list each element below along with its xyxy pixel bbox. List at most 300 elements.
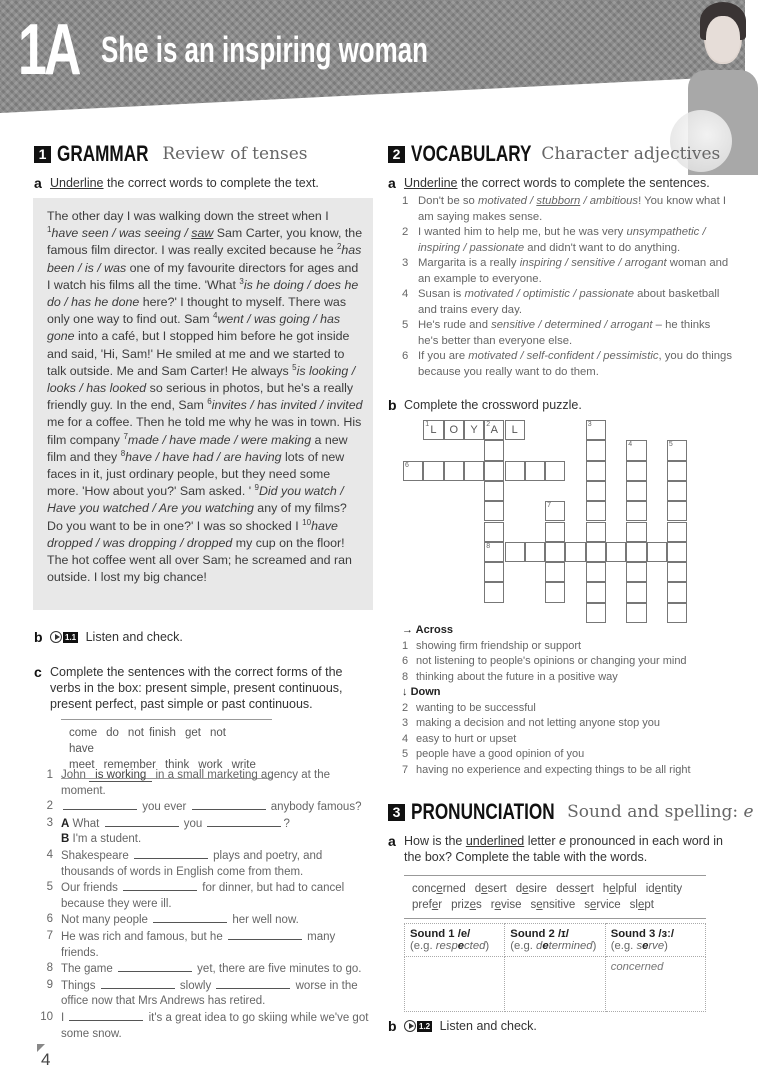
answer-options[interactable]: has been / is / was: [47, 243, 362, 275]
crossword-cell[interactable]: [626, 440, 646, 460]
letter-e: e: [558, 834, 566, 848]
crossword-cell[interactable]: [586, 420, 606, 440]
crossword-cell[interactable]: [464, 461, 484, 481]
gap-number: 5: [292, 362, 297, 372]
vocabulary-heading: [388, 141, 720, 167]
crossword-cell[interactable]: [545, 562, 565, 582]
crossword-cell[interactable]: [667, 582, 687, 602]
text-run: Not many people: [61, 914, 152, 927]
text-run: Susan is: [418, 288, 465, 300]
text-run: about basketball and trains every day.: [418, 288, 720, 316]
crossword-cell[interactable]: [545, 582, 565, 602]
crossword-cell[interactable]: [484, 582, 504, 602]
cell-letter: O: [449, 424, 459, 436]
crossword-cell[interactable]: [626, 481, 646, 501]
step-instruction: How is the: [404, 834, 466, 848]
crossword-cell[interactable]: [545, 542, 565, 562]
answer-options[interactable]: unsympathetic / inspiring / passionate: [418, 226, 706, 254]
crossword-cell[interactable]: [626, 501, 646, 521]
across-clue-list: [402, 639, 691, 686]
photo-face: [706, 16, 740, 62]
text-run: Margarita is a really: [418, 257, 520, 269]
underlined-letter: e: [654, 883, 662, 895]
crossword-cell[interactable]: [586, 481, 606, 501]
sentence-number: 6: [402, 350, 409, 362]
sentence-number: 4: [402, 288, 409, 300]
underlined-letter: e: [481, 883, 488, 895]
answer-blank[interactable]: [192, 799, 266, 810]
text-run: for dinner, but had to cancel because they were ill.: [61, 882, 345, 910]
cell-letter: L: [430, 424, 437, 436]
text-run: Don't be so: [418, 195, 478, 207]
clue-number: 3: [402, 717, 409, 729]
text-run: my cup on the floor! The hot coffee went all over Sam; he screamed and ran outside. I lost my big chance!: [47, 535, 352, 585]
step-instruction: Complete the crossword puzzle.: [404, 398, 582, 412]
crossword-cell[interactable]: [505, 461, 525, 481]
text-run: I: [61, 1011, 68, 1024]
question-number: 9: [46, 978, 53, 991]
sentence-item: [402, 318, 732, 349]
text-run: plays and poetry, and thousands of words in English come from them.: [61, 849, 323, 878]
text-run: The game: [61, 963, 116, 976]
underline-word: Underline: [50, 176, 104, 190]
text-run: worse in the office now that Mrs Andrews has retired.: [61, 979, 358, 1008]
crossword-cell[interactable]: [626, 461, 646, 481]
crossword-cell[interactable]: [667, 481, 687, 501]
sound-column-header: [605, 924, 705, 957]
crossword-cell[interactable]: [484, 522, 504, 542]
clue-number: 2: [402, 701, 409, 714]
crossword-cell[interactable]: [667, 461, 687, 481]
crossword-cell[interactable]: [444, 461, 464, 481]
answer-options[interactable]: is looking / looks / has looked: [47, 363, 356, 396]
clue-number: 4: [628, 441, 633, 449]
text-run: one of my favourite directors for ages and I watch his films all the time. 'What: [47, 260, 359, 292]
step-letter: b: [388, 397, 397, 413]
verb-word: work: [198, 759, 223, 771]
crossword-cell[interactable]: [484, 562, 504, 582]
clue-item: [402, 654, 691, 670]
text-run: anybody famous?: [267, 801, 362, 814]
track-number: 1.1: [65, 632, 77, 642]
selected-answer[interactable]: stubborn: [536, 195, 581, 207]
crossword-cell[interactable]: [545, 522, 565, 542]
word-row: [412, 881, 698, 897]
text-run: me for a coffee. Then he told me why he was in town. His film company: [47, 415, 362, 447]
crossword-cell[interactable]: [565, 542, 585, 562]
sentence-item: [402, 287, 732, 318]
down-clue-list: [402, 701, 691, 779]
example-word-part: d: [536, 940, 543, 952]
text-run: Shakespeare: [61, 849, 132, 862]
pronunciation-word: identity: [645, 883, 683, 895]
crossword-cell[interactable]: [484, 420, 504, 440]
question-number: 3: [46, 816, 53, 829]
gap-number: 1: [47, 225, 52, 235]
step-instruction: the correct words to complete the text.: [103, 176, 319, 190]
sentence-number: 1: [402, 195, 409, 207]
answer-blank[interactable]: [153, 912, 227, 923]
answer-options[interactable]: have seen / was seeing /: [51, 226, 192, 241]
answer-options[interactable]: invites / has invited / invited: [211, 398, 363, 413]
sound-label: Sound 3 /ɜː/: [610, 928, 675, 940]
verb-word: do: [106, 727, 119, 739]
crossword-cell[interactable]: [484, 461, 504, 481]
clue-item: [402, 639, 691, 655]
selected-answer[interactable]: saw: [191, 226, 214, 241]
verb-word: not finish: [127, 727, 176, 739]
speaker-label: A: [61, 817, 70, 830]
question-item: [31, 768, 371, 799]
text-run: here?' I thought to myself. There was only one way to find out. Sam: [47, 295, 347, 327]
answer-options[interactable]: made / have made / were making: [127, 432, 312, 447]
play-icon: [404, 1020, 416, 1032]
verb-word: meet: [69, 759, 95, 771]
unit-title: She is an inspiring woman: [101, 29, 428, 70]
clue-number: 8: [486, 542, 491, 550]
step-instruction: Complete the sentences with the correct forms of the verbs in the box: present simple, present continuous, present perfect, past simple or past continuous.: [50, 665, 343, 711]
question-number: 6: [46, 913, 53, 926]
answer-options[interactable]: is he doing / does he do / has he done: [47, 277, 359, 310]
verb-word: remember: [103, 759, 156, 771]
pronunciation-word: service: [584, 899, 621, 911]
crossword-cell[interactable]: [423, 420, 443, 440]
crossword-cell[interactable]: [667, 522, 687, 542]
sentence-item: [402, 256, 732, 287]
text-run: The other day I was walking down the street when I: [47, 209, 329, 223]
text-run: – he thinks he's better than everyone else.: [418, 319, 711, 347]
crossword-cell[interactable]: [484, 440, 504, 460]
sound-table-answers: [405, 957, 706, 1012]
pronunciation-heading: [388, 799, 754, 825]
answer-options[interactable]: Did you watch / Have you watched / Are you watching: [47, 484, 344, 516]
crossword-cell[interactable]: [586, 522, 606, 542]
text-run: and didn't want to do anything.: [524, 241, 681, 254]
pronunciation-word: concerned: [412, 883, 466, 895]
crossword-cell[interactable]: [667, 562, 687, 582]
answer-options[interactable]: have / have had / are having: [125, 449, 282, 464]
question-item: [31, 832, 371, 848]
question-number: 2: [46, 800, 53, 813]
across-heading: → Across: [402, 624, 453, 636]
text-run: into a café, but I stopped him before he got inside and said, 'Hi, Sam!' He smiled at me and we started to talk outside. Me and Sam Carter! He always: [47, 329, 350, 378]
text-run: ! You know what I am saying makes sense.: [418, 195, 727, 223]
crossword-cell[interactable]: [647, 542, 667, 562]
section-label: GRAMMAR: [57, 141, 149, 166]
answer-blank[interactable]: [63, 799, 137, 810]
grammar-text-box: [33, 198, 373, 610]
sound-answer-cell[interactable]: concerned: [605, 957, 705, 1012]
clue-number: 6: [405, 461, 409, 469]
grammar-step-a: [34, 175, 374, 191]
text-run: I wanted him to help me, but he was very: [418, 226, 627, 238]
track-number: 1.2: [419, 1021, 431, 1031]
pronunciation-word: dessert: [556, 883, 594, 895]
sound-column-header: [505, 924, 605, 957]
gap-number: 4: [213, 311, 218, 321]
text-run: so serious in photos, but he's a really friendly guy. In the end, Sam: [47, 381, 354, 413]
pronunciation-step-b: [388, 1018, 733, 1034]
underlined-letter: e: [589, 899, 597, 911]
pronunciation-word: sensitive: [530, 899, 576, 911]
pronunciation-word: desire: [515, 883, 548, 895]
sentence-item: [402, 349, 732, 380]
clue-text: not listening to people's opinions or changing your mind: [416, 655, 687, 667]
clue-number: 7: [547, 502, 551, 510]
example-word-letter: e: [642, 940, 649, 952]
crossword-cell[interactable]: [667, 501, 687, 521]
underlined-letter: e: [522, 883, 529, 895]
cell-letter: Y: [470, 424, 478, 436]
text-run: He was rich and famous, but he: [61, 930, 226, 943]
answer-options[interactable]: have dropped / was dropping / dropped: [47, 518, 338, 550]
unit-number: 1A: [18, 10, 79, 90]
section-subtitle: Review of tenses: [162, 144, 308, 164]
clue-number: 7: [402, 763, 409, 776]
pronunciation-word: prefer: [412, 899, 443, 911]
question-number: 4: [46, 848, 53, 861]
underline-word: Underline: [404, 176, 458, 190]
clue-item: [402, 716, 691, 732]
verb-word: write: [231, 759, 256, 771]
cell-letter: L: [511, 424, 518, 436]
pronunciation-word-box: [404, 875, 706, 919]
clue-number: 1: [425, 421, 430, 428]
grammar-step-b: [34, 629, 374, 645]
crossword-cell[interactable]: [545, 501, 565, 521]
answer-blank[interactable]: [118, 961, 192, 972]
question-item: [31, 816, 371, 833]
grammar-step-c: [34, 664, 374, 712]
clue-text: making a decision and not letting anyone stop you: [416, 717, 660, 729]
verb-row: [69, 725, 264, 757]
text-run: lots of new faces in it, just ordinary people, but they need some more. 'How about you?' Sam asked. ': [47, 449, 345, 499]
speaker-label: B: [61, 833, 70, 846]
sentence-number: 2: [402, 226, 409, 238]
answer-blank[interactable]: [228, 929, 302, 940]
vocabulary-step-a: [388, 175, 733, 191]
question-item: [31, 961, 371, 978]
answer-options[interactable]: sensitive / determined / arrogant: [491, 319, 653, 331]
underlined-letter: e: [494, 899, 502, 911]
example-word-letter: e: [457, 940, 465, 952]
step-letter: a: [388, 175, 396, 191]
crossword-cell[interactable]: [667, 603, 687, 623]
pronunciation-word: helpful: [602, 883, 637, 895]
crossword-cell[interactable]: [586, 562, 606, 582]
question-item: [31, 978, 371, 1010]
answer-blank[interactable]: [69, 1010, 143, 1021]
crossword-cell[interactable]: [626, 542, 646, 562]
pronunciation-word: slept: [629, 899, 654, 911]
clue-text: having no experience and expecting things to be all right: [416, 763, 691, 776]
sound-table: [404, 923, 706, 1012]
example-word-part: cted: [464, 940, 486, 952]
page-number: 4: [41, 1050, 51, 1069]
text-run: any of my films? Do you want to be in one?' I was so shocked I: [47, 501, 347, 533]
crossword-cell[interactable]: [667, 440, 687, 460]
underlined-letter: e: [431, 899, 439, 911]
clue-item: [402, 732, 691, 748]
crossword-cell[interactable]: [586, 461, 606, 481]
question-number: 1: [46, 769, 53, 781]
crossword-cell[interactable]: [423, 461, 443, 481]
crossword-cell[interactable]: [484, 542, 504, 562]
question-number: 10: [40, 1010, 53, 1023]
section-number: 2: [388, 146, 405, 163]
text-run: a new film and they: [47, 432, 348, 464]
crossword-cell[interactable]: [586, 542, 606, 562]
example-word-part: s: [636, 940, 643, 952]
sound-table-header: [405, 924, 706, 957]
text-run: He's rude and: [418, 319, 492, 331]
question-item: [31, 799, 371, 816]
text-run: you: [180, 817, 206, 830]
answer-blank[interactable]: [105, 816, 179, 827]
crossword-cell[interactable]: [586, 501, 606, 521]
sound-example: (e.g. serve): [610, 940, 668, 952]
section-label: VOCABULARY: [411, 141, 532, 166]
verb-word: get: [184, 727, 201, 739]
text-run: yet, there are five minutes to go.: [193, 963, 362, 976]
crossword-cell[interactable]: [586, 440, 606, 460]
clue-text: thinking about the future in a positive way: [416, 670, 618, 683]
crossword-cell[interactable]: [545, 461, 565, 481]
example-word-part: termined: [548, 940, 593, 952]
verb-word: come: [69, 727, 98, 739]
clue-number: 1: [402, 639, 409, 652]
crossword-clues: [402, 623, 691, 778]
example-word-letter: e: [542, 940, 549, 952]
underlined-letter: e: [580, 883, 587, 895]
answer-options[interactable]: went / was going / has gone: [47, 312, 341, 344]
crossword-cell[interactable]: [403, 461, 423, 481]
answer-blank[interactable]: [216, 978, 290, 989]
step-letter: a: [388, 833, 396, 849]
answer-blank[interactable]: [207, 816, 281, 827]
grammar-question-list: [31, 768, 371, 1042]
question-item: [31, 1010, 371, 1042]
gap-number: 10: [302, 517, 312, 527]
answer-options[interactable]: motivated / self-confident / pessimistic: [468, 350, 659, 362]
answer-blank[interactable]: [123, 880, 197, 891]
audio-play-button[interactable]: [404, 1020, 432, 1032]
cell-letter: A: [490, 424, 498, 436]
vocabulary-step-b: [388, 397, 733, 413]
section-subtitle-letter: e: [743, 802, 754, 822]
text-run: in a small marketing agency at the moment.: [61, 769, 330, 797]
crossword-cell[interactable]: [464, 420, 484, 440]
pronunciation-word: desert: [474, 883, 507, 895]
crossword-cell[interactable]: [626, 582, 646, 602]
crossword-cell[interactable]: [626, 522, 646, 542]
sentence-item: [402, 194, 732, 225]
text-run: , you do things because you really want to do them.: [418, 350, 732, 378]
clue-number: 2: [486, 421, 491, 428]
question-item: [31, 880, 371, 912]
step-instruction: the correct words to complete the sentences.: [457, 176, 710, 190]
text-run: ?: [283, 817, 290, 830]
crossword-cell[interactable]: [626, 603, 646, 623]
crossword-cell[interactable]: [525, 461, 545, 481]
crossword-cell[interactable]: [667, 542, 687, 562]
crossword-cell[interactable]: [484, 481, 504, 501]
answer-options[interactable]: inspiring / sensitive / arrogant: [519, 257, 667, 269]
crossword-cell[interactable]: [626, 562, 646, 582]
sentence-number: 3: [402, 257, 409, 269]
underlined-letter: e: [609, 883, 616, 895]
answer-options[interactable]: / ambitious: [580, 195, 639, 207]
play-icon: [50, 631, 62, 643]
clue-item: [402, 747, 691, 763]
crossword-cell[interactable]: [444, 420, 464, 440]
pronunciation-step-a: [388, 833, 733, 865]
clue-text: showing firm friendship or support: [416, 639, 582, 652]
clue-number: 8: [402, 670, 409, 683]
step-instruction: Listen and check.: [439, 1019, 537, 1033]
question-number: 8: [46, 962, 53, 975]
clue-number: 3: [587, 421, 592, 428]
underlined-letter: e: [436, 883, 443, 895]
text-run: John: [61, 769, 90, 781]
sound-answer-cell[interactable]: [505, 957, 605, 1012]
step-instruction: letter: [524, 834, 559, 848]
text-run: If you are: [418, 350, 469, 362]
crossword-cell[interactable]: [505, 420, 525, 440]
step-letter: a: [34, 175, 42, 191]
step-instruction: pronounced in each word in the box? Complete the table with the words.: [404, 834, 723, 864]
clue-text: people have a good opinion of you: [416, 748, 585, 760]
answer-options[interactable]: motivated /: [477, 195, 537, 207]
pronunciation-word: revise: [490, 899, 522, 911]
sound-answer-cell[interactable]: [405, 957, 505, 1012]
crossword-cell[interactable]: [606, 542, 626, 562]
step-letter: b: [388, 1018, 397, 1034]
underline-word: underlined: [465, 834, 525, 848]
text-run: Our friends: [61, 882, 122, 895]
text-run: slowly: [176, 979, 215, 992]
clue-number: 5: [402, 748, 409, 760]
crossword-cell[interactable]: [484, 501, 504, 521]
crossword-cell[interactable]: [525, 542, 545, 562]
sound-label: Sound 2 /ɪ/: [510, 928, 569, 940]
example-answer: is working: [89, 769, 152, 782]
section-number: 1: [34, 146, 51, 163]
sound-column-header: [405, 924, 505, 957]
answer-blank[interactable]: [134, 848, 208, 859]
clue-number: 6: [402, 655, 409, 667]
step-instruction: Listen and check.: [85, 630, 183, 644]
clue-text: easy to hurt or upset: [416, 732, 517, 745]
sound-example: (e.g. respected): [410, 940, 490, 952]
vocabulary-sentence-list: [402, 194, 732, 380]
text-run: woman and an example to everyone.: [418, 257, 729, 285]
crossword-cell[interactable]: [505, 542, 525, 562]
crossword-cell[interactable]: [586, 603, 606, 623]
text-run: I'm a student.: [69, 833, 142, 846]
section-subtitle: Character adjectives: [541, 144, 721, 164]
gap-number: 2: [336, 242, 342, 252]
crossword-cell[interactable]: [586, 582, 606, 602]
answer-blank[interactable]: [101, 978, 175, 989]
underlined-letter: e: [536, 899, 543, 911]
answer-options[interactable]: motivated / optimistic / passionate: [464, 288, 634, 300]
text-run: What: [69, 817, 103, 830]
text-run: many friends.: [61, 930, 336, 959]
text-run: you ever: [139, 801, 190, 814]
audio-play-button[interactable]: [50, 631, 78, 643]
step-letter: c: [34, 664, 42, 680]
